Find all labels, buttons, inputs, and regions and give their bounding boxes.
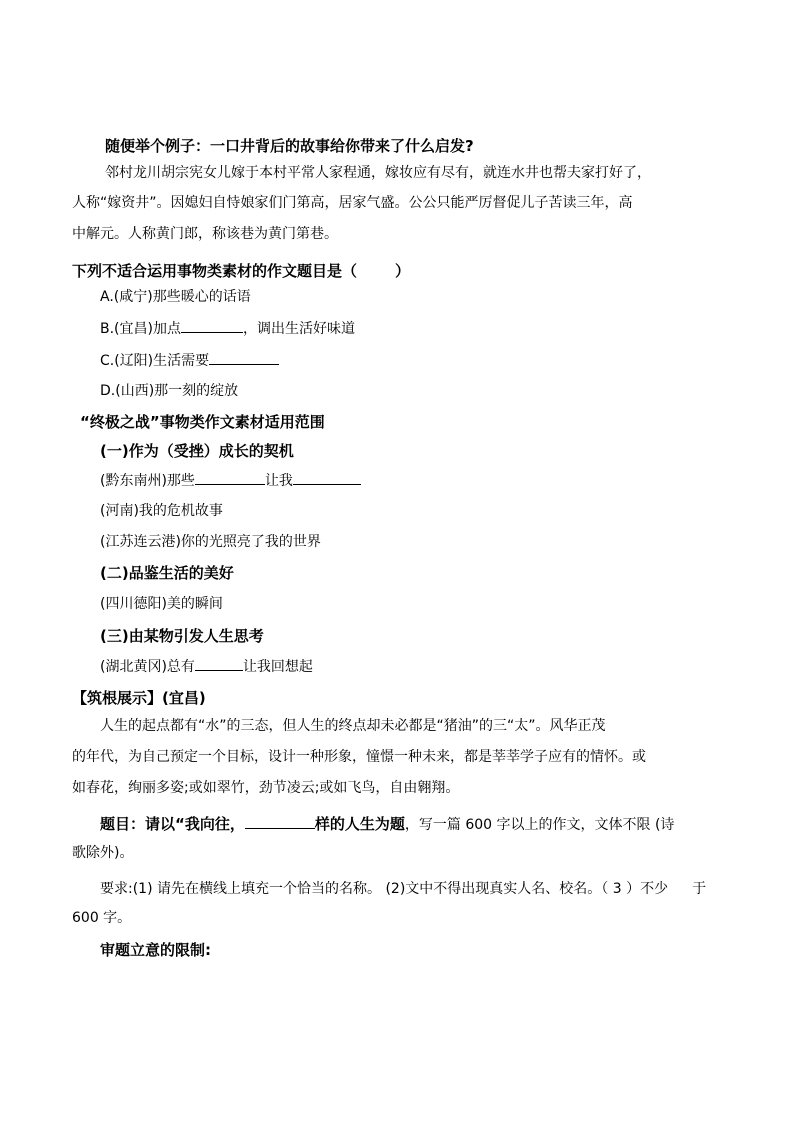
option-a: A.(咸宁)那些暖心的话语 — [100, 289, 251, 305]
requirements-line-2: 600 字。 — [72, 910, 132, 926]
example-line-3: 中解元。人称黄门郎，称该巷为黄门第巷。 — [72, 226, 338, 242]
topic-rest: ，写一篇 600 字以上的作文，文体不限 (诗 — [404, 817, 675, 833]
limits-heading: 审题立意的限制: — [100, 941, 211, 959]
showcase-para-2: 的年代，为自己预定一个目标，设计一种形象，憧憬一种未来，都是莘莘学子应有的情怀。或 — [72, 749, 646, 765]
example-line-2: 人称“嫁资井”。因媳妇自恃娘家们门第高，居家气盛。公公只能严厉督促儿子苦读三年，高 — [72, 195, 633, 211]
sec1-title: (一)作为（受挫）成长的契机 — [100, 442, 294, 460]
topic-blank — [245, 814, 315, 829]
option-b-pre: B.(宜昌)加点 — [100, 321, 181, 337]
sec2-title: (二)品鉴生活的美好 — [100, 564, 234, 582]
showcase-para-1: 人生的起点都有“水”的三态，但人生的终点却未必都是“猪油”的三“太”。风华正茂 — [100, 718, 606, 734]
sec1-item-1-mid: 让我 — [264, 473, 293, 489]
topic-line-2: 歌除外)。 — [72, 845, 134, 861]
sec1-item-1-blank-1 — [195, 470, 265, 485]
showcase-para-3: 如春花，绚丽多姿;或如翠竹，劲节凌云;或如飞鸟，自由翱翔。 — [72, 780, 460, 796]
sec1-item-2: (河南)我的危机故事 — [100, 503, 223, 519]
sec3-item-1-blank — [195, 656, 243, 671]
sec2-item-1: (四川德阳)美的瞬间 — [100, 596, 223, 612]
sec3-title: (三)由某物引发人生思考 — [100, 627, 264, 645]
question-stem-close: ） — [395, 262, 411, 280]
topic-after: 样的人生为题 — [314, 815, 405, 833]
requirements-a: 要求:(1) 请先在横线上填充一个恰当的名称。 (2)文中不得出现真实人名、校名。（ 3 ）不少 — [100, 881, 669, 897]
sec3-item-1-pre: (湖北黄冈)总有 — [100, 659, 195, 675]
topic-line-1 — [100, 814, 674, 835]
option-b-blank — [181, 318, 243, 333]
sec3-item-1 — [100, 656, 313, 677]
sec1-item-3: (江苏连云港)你的光照亮了我的世界 — [100, 534, 321, 550]
sec1-item-1-pre: (黔东南州)那些 — [100, 473, 195, 489]
example-heading: 随便举个例子：一口井背后的故事给你带来了什么启发? — [105, 137, 474, 155]
requirements-b: 于 — [692, 881, 707, 897]
option-d: D.(山西)那一刻的绽放 — [100, 383, 239, 399]
sec1-item-1 — [100, 470, 361, 491]
question-stem-text: 下列不适合运用事物类素材的作文题目是（ — [72, 262, 358, 280]
option-c — [100, 350, 279, 371]
sec1-item-1-blank-2 — [293, 470, 361, 485]
option-c-blank — [209, 350, 279, 365]
option-b — [100, 318, 355, 339]
requirements-line-1 — [100, 879, 706, 899]
question-stem — [72, 261, 410, 281]
scope-heading: “终极之战”事物类作文素材适用范围 — [80, 413, 325, 431]
option-c-pre: C.(辽阳)生活需要 — [100, 353, 210, 369]
topic-label: 题目：请以“我向往， — [100, 815, 245, 833]
sec3-item-1-post: 让我回想起 — [242, 659, 313, 675]
example-line-1: 邻村龙川胡宗宪女儿嫁于本村平常人家程通，嫁妆应有尽有，就连水井也帮夫家打好了， — [105, 165, 651, 181]
option-b-post: ，调出生活好味道 — [242, 321, 355, 337]
showcase-heading: 【筑根展示】(宜昌) — [72, 689, 206, 707]
